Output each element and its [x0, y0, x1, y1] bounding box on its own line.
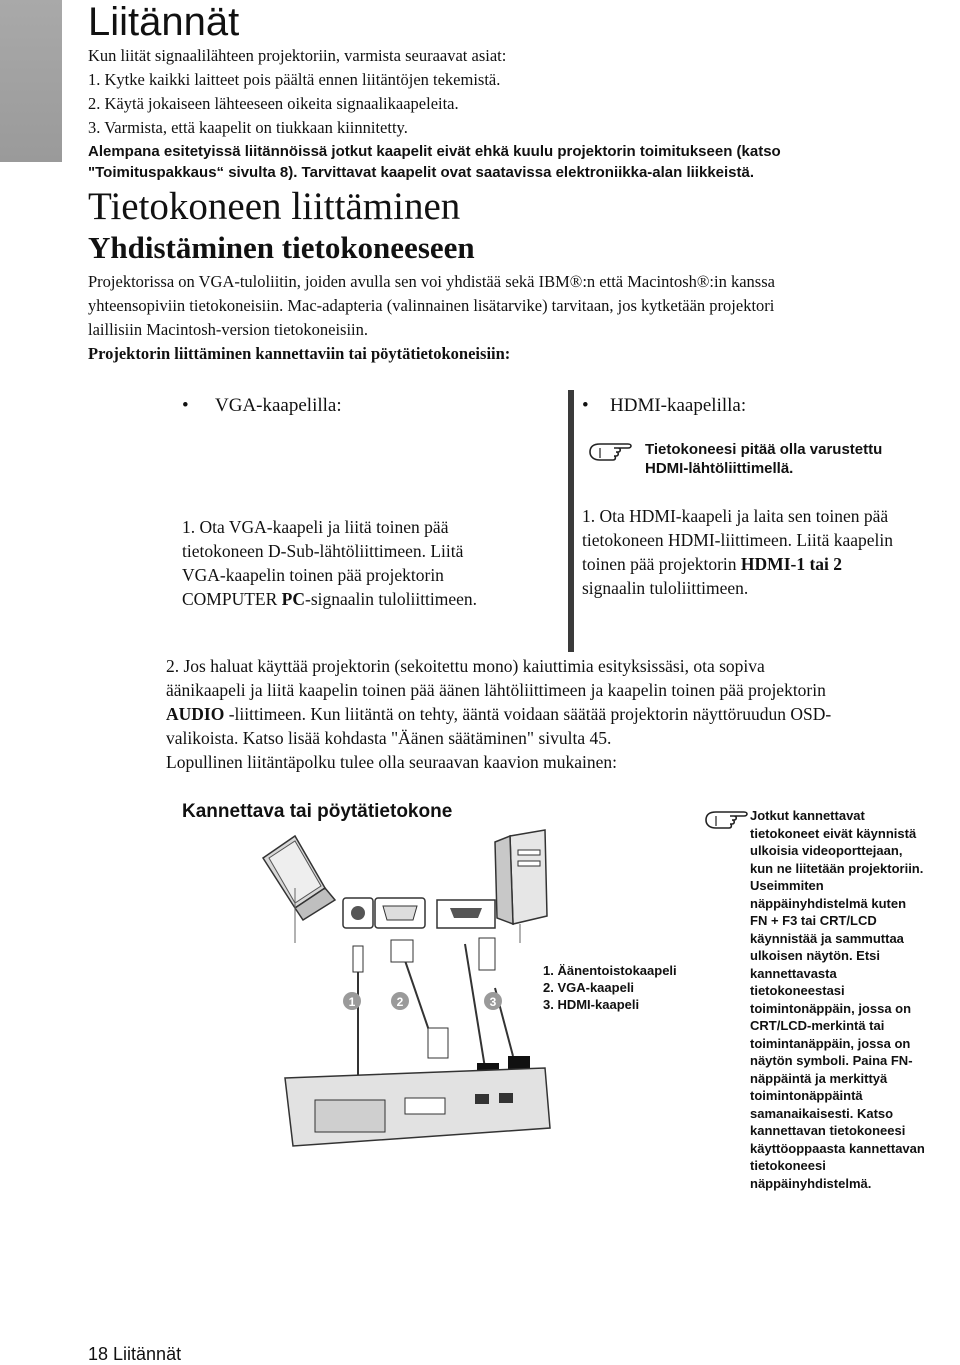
side-note-line: käyttöoppaasta kannettavan: [750, 1140, 925, 1156]
side-note-line: käynnistää ja sammuttaa: [750, 930, 904, 946]
side-note-line: näytön symboli. Paina FN-: [750, 1053, 913, 1068]
marker-1: [343, 992, 361, 1010]
checklist-item: 1. Kytke kaikki laitteet pois päältä ennen liitäntöjen tekemistä.: [88, 70, 501, 89]
marker-label: 3: [489, 995, 497, 1009]
subsection-title: Yhdistäminen tietokoneeseen: [88, 230, 475, 265]
lead-in-bold: Projektorin liittäminen kannettaviin tai pöytätietokoneisiin:: [88, 344, 511, 363]
vga-instruction-line: tietokoneen D-Sub-lähtöliittimeen. Liitä: [182, 541, 464, 561]
side-note-line: tietokoneesi: [750, 1158, 826, 1173]
step2-line: AUDIO -liittimeen. Kun liitäntä on tehty, ääntä voidaan säätää projektorin näyttöruudun OSD-: [166, 704, 832, 724]
page-footer: 18 Liitännät: [88, 1344, 182, 1364]
intro-text: Kun liität signaalilähteen projektoriin, varmista seuraavat asiat:: [88, 46, 507, 65]
side-note-line: tietokoneestasi: [750, 983, 845, 998]
side-note-line: ulkoisia videoporttejaan,: [750, 843, 903, 858]
side-note-line: näppäinyhdistelmä.: [750, 1175, 872, 1191]
marker-2: [391, 992, 409, 1010]
step2-line: Lopullinen liitäntäpolku tulee olla seuraavan kaavion mukainen:: [166, 752, 617, 772]
step2-line: äänikaapeli ja liitä kaapelin toinen pää äänen lähtöliittimeen ja kaapelin toinen pää projektorin: [166, 680, 826, 700]
section-paragraph-line: Projektorissa on VGA-tuloliitin, joiden avulla sen voi yhdistää sekä IBM®:n että Macintosh®:in kanssa: [88, 272, 775, 291]
cable-legend-item: 1. Äänentoistokaapeli: [543, 963, 677, 978]
side-note-line: kannettavan tietokoneesi: [750, 1123, 906, 1138]
side-note-line: ulkoisen näytön. Etsi: [750, 948, 881, 963]
hdmi-instruction-line: 1. Ota HDMI-kaapeli ja laita sen toinen pää: [582, 506, 889, 526]
section-paragraph-line: yhteensopiviin tietokoneisiin. Mac-adapteria (valinnainen lisätarvike) tarvitaan, jos kytketään projektori: [88, 296, 775, 315]
side-note-line: tietokoneet eivät käynnistä: [750, 825, 917, 841]
side-note-line: toimintonäppäin, jossa on: [750, 1000, 912, 1016]
side-note-line: näppäinyhdistelmä kuten: [750, 895, 907, 911]
side-note-line: CRT/LCD-merkintä tai: [750, 1018, 885, 1033]
side-note-line: Useimmiten: [750, 878, 824, 893]
desktop-tower-illustration: [495, 830, 547, 924]
vga-instruction-line: COMPUTER PC-signaalin tuloliittimeen.: [182, 589, 478, 609]
hdmi-bullet: •: [582, 395, 589, 416]
vga-instruction-line: 1. Ota VGA-kaapeli ja liitä toinen pää: [182, 517, 449, 537]
pointing-hand-icon: [588, 438, 634, 462]
marker-label: 1: [348, 995, 356, 1009]
diagram-title: Kannettava tai pöytätietokone: [182, 801, 453, 822]
hdmi-requirement-note: HDMI-lähtöliittimellä.: [645, 460, 794, 477]
vga-bullet: •: [182, 395, 189, 416]
connection-diagram: [255, 828, 555, 1156]
section-paragraph-line: laillisiin Macintosh-version tietokoneisiin.: [88, 320, 369, 339]
checklist-item: 3. Varmista, että kaapelit on tiukkaan kiinnitetty.: [88, 118, 408, 137]
step2-line: valikoista. Katso lisää kohdasta "Äänen säätäminen" sivulta 45.: [166, 728, 612, 748]
vga-instruction-line: VGA-kaapelin toinen pää projektorin: [182, 565, 444, 585]
side-note-line: samanaikaisesti. Katso: [750, 1105, 894, 1121]
laptop-illustration: [263, 836, 335, 920]
checklist-item: 2. Käytä jokaiseen lähteeseen oikeita signaalikaapeleita.: [88, 94, 459, 113]
step2-line: 2. Jos haluat käyttää projektorin (sekoitettu mono) kaiuttimia esityksissäsi, ota sopiva: [166, 656, 765, 676]
marker-3: [484, 992, 502, 1010]
side-note-line: toimintanäppäin, jossa on: [750, 1035, 911, 1051]
hdmi-heading: HDMI-kaapelilla:: [610, 395, 747, 416]
cable-legend-item: 3. HDMI-kaapeli: [543, 997, 640, 1012]
side-note-line: kannettavasta: [750, 965, 837, 981]
projector-illustration: [285, 1068, 550, 1146]
side-note-line: toimintonäppäintä: [750, 1088, 863, 1103]
side-note-line: Jotkut kannettavat: [750, 808, 865, 823]
hdmi-instruction-line: signaalin tuloliittimeen.: [582, 578, 749, 598]
marker-label: 2: [396, 995, 404, 1009]
vga-heading: VGA-kaapelilla:: [215, 395, 342, 416]
chapter-side-tab: [0, 0, 62, 162]
cable-note-line: Alempana esitetyissä liitännöissä jotkut kaapelit eivät ehkä kuulu projektorin toimitukseen (katso: [88, 143, 781, 160]
cable-note-line: "Toimituspakkaus“ sivulta 8). Tarvittavat kaapelit ovat saatavissa elektroniikka-alan liikkeistä.: [88, 164, 755, 181]
hdmi-instruction-line: tietokoneen HDMI-liittimeen. Liitä kaapelin: [582, 530, 894, 550]
hdmi-instruction-line: toinen pää projektorin HDMI-1 tai 2: [582, 554, 843, 574]
side-note-line: näppäintä ja merkittyä: [750, 1070, 888, 1086]
page-title: Liitännät: [88, 0, 240, 44]
side-note-line: FN + F3 tai CRT/LCD: [750, 913, 877, 928]
cable-legend-item: 2. VGA-kaapeli: [543, 980, 635, 995]
column-divider: [568, 390, 574, 652]
pointing-hand-icon: [704, 806, 750, 830]
section-title: Tietokoneen liittäminen: [88, 185, 461, 228]
side-note-line: kun ne liitetään projektoriin.: [750, 860, 924, 876]
hdmi-requirement-note: Tietokoneesi pitää olla varustettu: [645, 441, 883, 458]
